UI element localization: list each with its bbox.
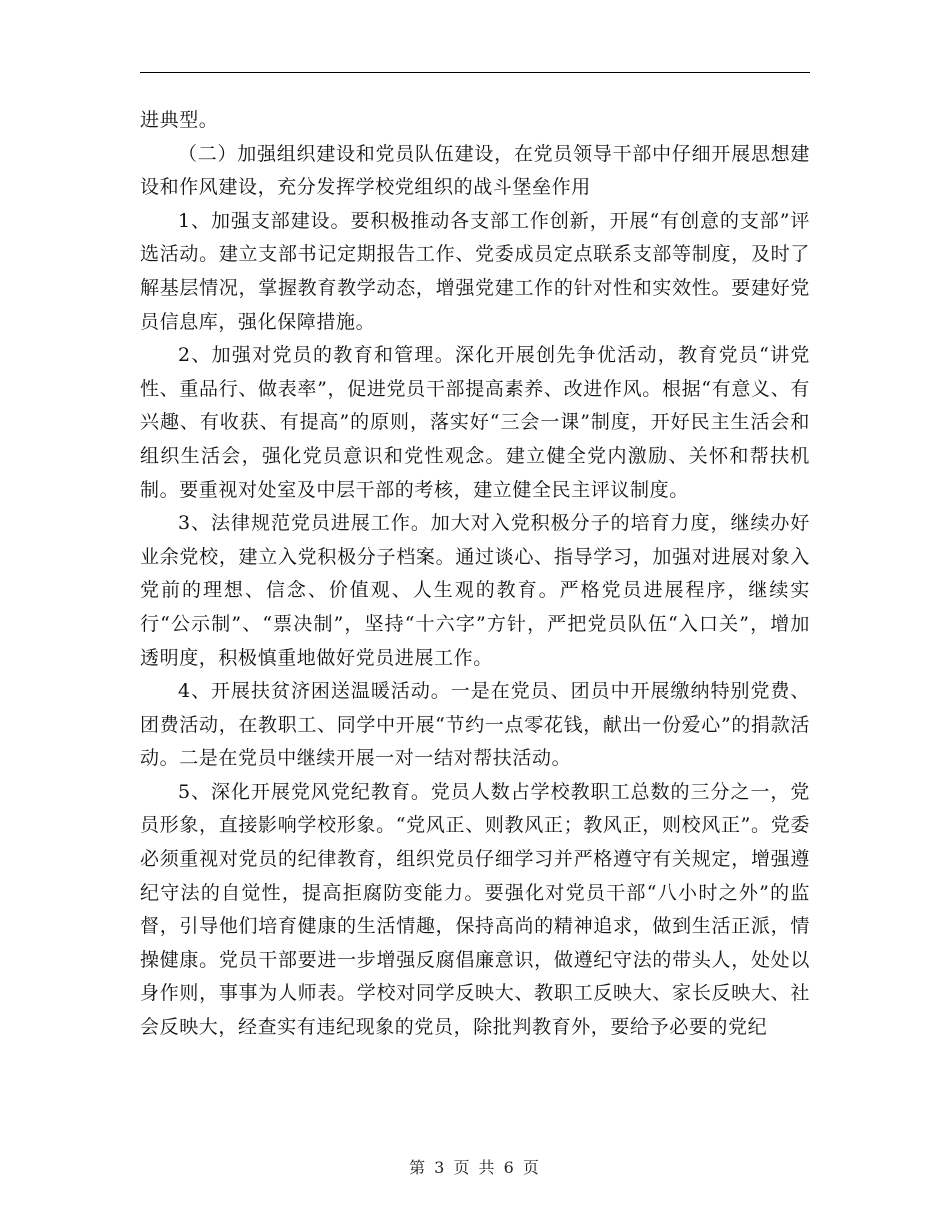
paragraph-5: 3、法律规范党员进展工作。加大对入党积极分子的培育力度，继续办好业余党校，建立入党积极分子档案。通过谈心、指导学习，加强对进展对象入党前的理想、信念、价值观、人生观的教育。严格党员进展程序，继续实行“公示制”、“票决制”，坚持“十六字”方针，严把党员队伍“入口关”，增加透明度，积极慎重地做好党员进展工作。 [140,512,810,669]
paragraph-4: 2、加强对党员的教育和管理。深化开展创先争优活动，教育党员“讲党性、重品行、做表率”，促进党员干部提高素养、改进作风。根据“有意义、有兴趣、有收获、有提高”的原则，落实好“三会一课”制度，开好民主生活会和组织生活会，强化党员意识和党性观念。建立健全党内激励、关怀和帮扶机制。要重视对处室及中层干部的考核，建立健全民主评议制度。 [140,344,810,501]
paragraph-3: 1、加强支部建设。要积极推动各支部工作创新，开展“有创意的支部”评选活动。建立支部书记定期报告工作、党委成员定点联系支部等制度，及时了解基层情况，掌握教育教学动态，增强党建工作的针对性和实效性。要建好党员信息库，强化保障措施。 [140,209,810,333]
paragraph-6: 4、开展扶贫济困送温暖活动。一是在党员、团员中开展缴纳特别党费、团费活动，在教职工、同学中开展“节约一点零花钱，献出一份爱心”的捐款活动。二是在党员中继续开展一对一结对帮扶活动。 [140,680,810,770]
document-body [140,104,810,1045]
page-number: 第 3 页 共 6 页 [409,1158,541,1177]
header-rule [140,72,810,73]
paragraph-2: （二）加强组织建设和党员队伍建设，在党员领导干部中仔细开展思想建设和作风建设，充分发挥学校党组织的战斗堡垒作用 [140,142,810,199]
paragraph-7: 5、深化开展党风党纪教育。党员人数占学校教职工总数的三分之一，党员形象，直接影响学校形象。“党风正、则教风正；教风正，则校风正”。党委必须重视对党员的纪律教育，组织党员仔细学习并严格遵守有关规定，增强遵纪守法的自觉性，提高拒腐防变能力。要强化对党员干部“八小时之外”的监督，引导他们培育健康的生活情趣，保持高尚的精神追求，做到生活正派，情操健康。党员干部要进一步增强反腐倡廉意识，做遵纪守法的带头人，处处以身作则，事事为人师表。学校对同学反映大、教职工反映大、家长反映大、社会反映大，经查实有违纪现象的党员，除批判教育外，要给予必要的党纪 [140,780,810,1039]
paragraph-1: 进典型。 [140,109,219,131]
